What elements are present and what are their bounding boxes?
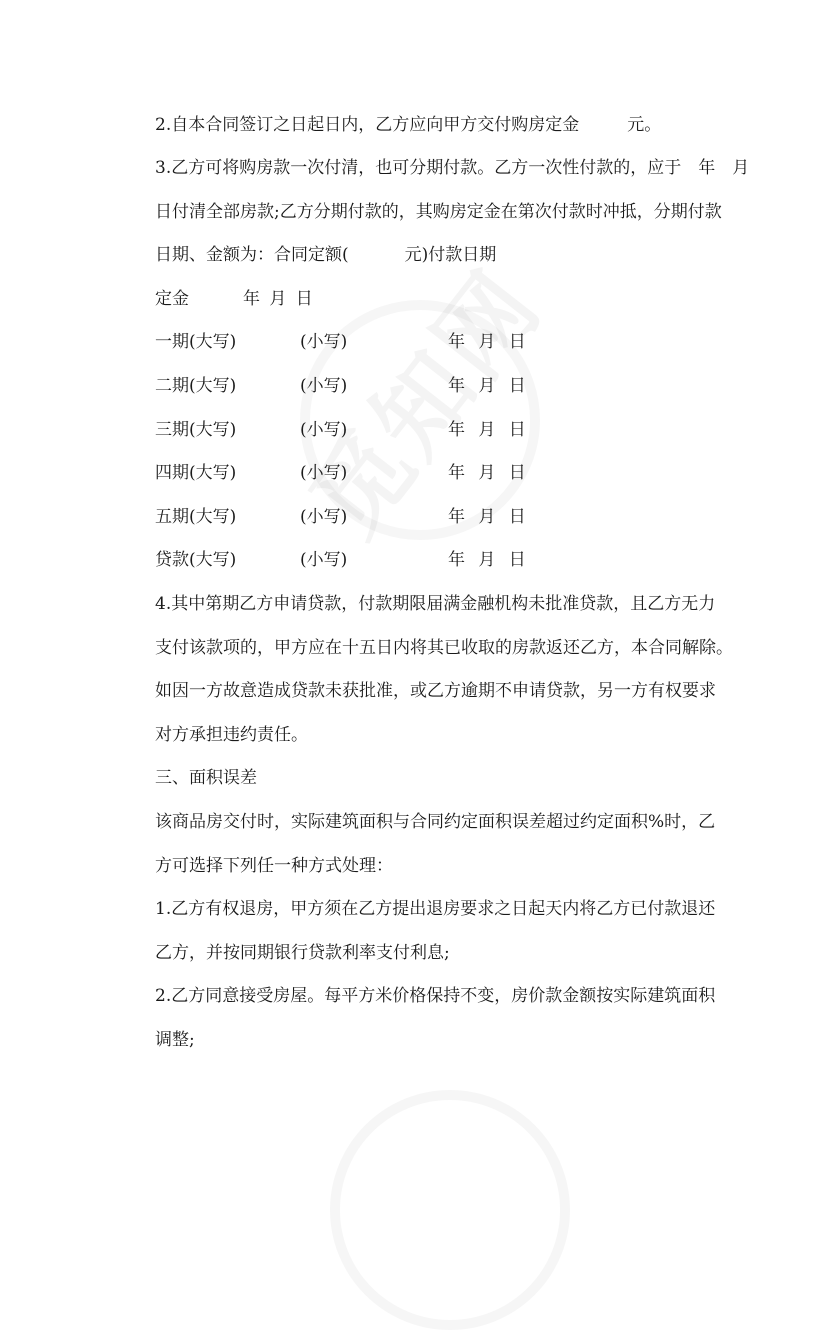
clause-4-line-1: 4.其中第期乙方申请贷款，付款期限届满金融机构未批准贷款，且乙方无力 xyxy=(155,594,716,614)
clause-2-suffix: 元。 xyxy=(627,115,662,135)
watermark-seal-bottom xyxy=(330,1090,570,1330)
installment-date: 年 月 日 xyxy=(448,463,526,483)
payment-date-label: 元)付款日期 xyxy=(404,245,497,265)
section-3-intro-line-2: 方可选择下列任一种方式处理： xyxy=(155,856,393,876)
installment-small: (小写) xyxy=(300,420,348,440)
installment-date: 年 月 日 xyxy=(448,550,526,570)
clause-3-line-2: 日付清全部房款;乙方分期付款的，其购房定金在第次付款时冲抵，分期付款 xyxy=(155,202,722,222)
clause-4-line-2: 支付该款项的，甲方应在十五日内将其已收取的房款返还乙方，本合同解除。 xyxy=(155,638,733,658)
installment-small: (小写) xyxy=(300,550,348,570)
clause-4-line-4: 对方承担违约责任。 xyxy=(155,725,308,745)
installment-small: (小写) xyxy=(300,376,348,396)
section-3-intro-line-1: 该商品房交付时，实际建筑面积与合同约定面积误差超过约定面积%时，乙 xyxy=(155,812,716,832)
installment-label: 一期(大写) xyxy=(155,332,237,352)
deposit-date: 年 月 日 xyxy=(243,289,313,309)
option-1-line-1: 1.乙方有权退房，甲方须在乙方提出退房要求之日起天内将乙方已付款退还 xyxy=(155,899,716,919)
option-2-line-1: 2.乙方同意接受房屋。每平方米价格保持不变，房价款金额按实际建筑面积 xyxy=(155,986,716,1006)
installment-label: 贷款(大写) xyxy=(155,550,237,570)
clause-2-text: 2.自本合同签订之日起日内，乙方应向甲方交付购房定金 xyxy=(155,115,580,135)
clause-3-line-1: 3.乙方可将购房款一次付清，也可分期付款。乙方一次性付款的，应于 年 月 xyxy=(155,158,750,178)
contract-amount-label: 日期、金额为：合同定额( xyxy=(155,245,349,265)
installment-date: 年 月 日 xyxy=(448,420,526,440)
option-2-line-2: 调整; xyxy=(155,1030,195,1050)
installment-label: 五期(大写) xyxy=(155,507,237,527)
installment-label: 三期(大写) xyxy=(155,420,237,440)
installment-date: 年 月 日 xyxy=(448,376,526,396)
clause-3-line-3 xyxy=(155,244,496,266)
installment-date: 年 月 日 xyxy=(448,507,526,527)
deposit-label: 定金 xyxy=(155,289,189,309)
installment-label: 二期(大写) xyxy=(155,376,237,396)
installment-small: (小写) xyxy=(300,507,348,527)
section-3-heading: 三、面积误差 xyxy=(155,768,257,788)
installment-small: (小写) xyxy=(300,332,348,352)
option-1-line-2: 乙方，并按同期银行贷款利率支付利息; xyxy=(155,943,450,963)
installment-small: (小写) xyxy=(300,463,348,483)
clause-4-line-3: 如因一方故意造成贷款未获批准，或乙方逾期不申请贷款，另一方有权要求 xyxy=(155,681,716,701)
installment-label: 四期(大写) xyxy=(155,463,237,483)
installment-date: 年 月 日 xyxy=(448,332,526,352)
clause-2-line xyxy=(155,114,661,136)
